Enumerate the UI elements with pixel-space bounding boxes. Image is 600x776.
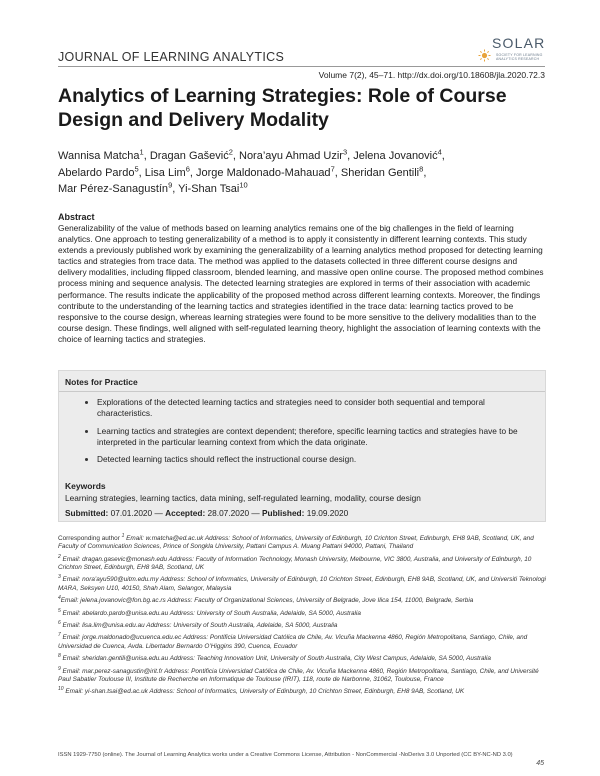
logo-text: SOLAR [492, 35, 546, 51]
author-affiliation-marker: 9 [168, 180, 173, 190]
abstract-text: Generalizability of the value of methods based on learning analytics remains one of the big challenges in the field of learning analytics. One approach to testing generalizability of a method is to apply it consistently in different learning contexts. This study extends a previously published work by examining the generalizability of a learning analytics method proposed for detecting learning tactics and strategies from trace data. The method was applied to the datasets collected in three different course designs and delivery modalities, including flipped classroom, blended learning, and massive open online course. The proposed method combines process mining and sequence analysis. The detected learning strategies are explored in terms of their association with academic performance. The results indicate the applicability of the proposed method across different learning contexts. Moreover, the findings contribute to the understanding of the learning tactics and strategies identified in the trace data: learning tactics proved to be responsive to the course design, whereas learning strategies were found to be more sensitive to the delivery modalities than to the course design. These findings, well aligned with self-regulated learning theory, highlight the association of learning contexts with the choice of learning tactics and strategies. [58, 223, 544, 344]
author-affiliation-marker: 5 [134, 163, 139, 173]
list-item: Learning tactics and strategies are context dependent; therefore, specific learning tactics and strategies have to be interpreted in the particular learning context from which the data originate. [83, 426, 535, 449]
license-text: ISSN 1929-7750 (online). The Journal of Learning Analytics works under a Creative Commons License, Attribution - NonCommercial -NoDerivs 3.0 Unported (CC BY-NC-ND 3.0) [58, 752, 513, 758]
author-affiliation-marker: 6 [185, 163, 190, 173]
sun-icon [478, 49, 491, 62]
author-affiliation-marker: 10 [239, 180, 248, 190]
footnote: $^7$ Email: jorge.maldonado@ucuenca.edu.ec Address: Pontificia Universidad Católica de Chile, Av. Vicuña Mackenna 4860, Región Metropolitana, Santiago, Chile, and Universidad de Cuenca, Avda. Libertador Bernardo O’Higgins 390, Cuenca, Ecuador [58, 632, 528, 650]
author-name: Nora’ayu Ahmad Uzir [239, 150, 343, 162]
footnote: $^6$ Email: lisa.lim@unisa.edu.au Address: University of South Australia, Adelaide, SA 5000, Australia [58, 620, 338, 630]
list-item: Explorations of the detected learning tactics and strategies need to consider both sequential and temporal characteristics. [83, 397, 535, 420]
author-affiliation-marker: 4 [437, 147, 442, 157]
footnote: $^4$Email: jelena.jovanovic@fon.bg.ac.rs Address: Faculty of Organizational Sciences, University of Belgrade, Jove Ilica 154, 11000, Belgrade, Serbia [58, 595, 474, 605]
author-name: Jorge Maldonado-Mahauad [196, 166, 331, 179]
keywords-text: Learning strategies, learning tactics, data mining, self-regulated learning, modality, course design [65, 493, 421, 503]
bullet-icon [85, 458, 88, 461]
notes-heading: Notes for Practice [65, 377, 138, 387]
divider [59, 391, 545, 392]
author-name: Wannisa Matcha [58, 150, 140, 162]
notes-box [58, 370, 546, 522]
footnote: $^9$ Email: mar.perez-sanagustin@irit.fr Address: Pontificia Universidad Católica de Chile, Av. Vicuña Mackenna 4860, Región Metropolitana, Santiago, Chile, and Université Paul Sabatier Toulouse III, Institute de Recherche en Informatique de Toulouse (IRIT), 118, route de Narbonne, 31062, Toulouse, France [58, 665, 539, 683]
article-title: Analytics of Learning Strategies: Role of Course Design and Delivery Modality [58, 85, 507, 131]
author-affiliation-marker: 3 [342, 147, 348, 157]
volume-doi[interactable]: Volume 7(2), 45–71. http://dx.doi.org/10.18608/jla.2020.72.3 [318, 70, 545, 80]
abstract-heading: Abstract [58, 212, 95, 222]
footnotes [58, 532, 546, 698]
author-affiliation-marker: 2 [228, 147, 233, 157]
author-name: Lisa Lim [144, 166, 186, 179]
footnote: $^2$ Email: dragan.gasevic@monash.edu Address: Faculty of Information Technology, Monash University, Melbourne, VIC 3800, Australia, and University of Edinburgh, 10 Crichton Street, Edinburgh, EH8 9AB, Scotland, UK [58, 553, 532, 572]
page-number: 45 [536, 760, 544, 767]
author-name: Sheridan Gentili [340, 166, 420, 179]
author-name: Mar Pérez-Sanagustín [58, 183, 169, 195]
practice-notes-list [83, 397, 535, 471]
submitted-date: 07.01.2020 [110, 508, 153, 518]
author-name: Yi-Shan Tsai [178, 183, 240, 195]
author-affiliation-marker: 7 [330, 163, 335, 173]
author-affiliation-marker: 1 [139, 147, 144, 157]
author-list: Wannisa Matcha$^1$, Dragan Gašević$^2$, Nora’ayu Ahmad Uzir$^3$, Jelena Jovanović$^4$, Abelardo Pardo$^5$, Lisa Lim$^6$, Jorge Maldonado-Mahauad$^7$, Sheridan Gentili$^8$, Mar Pérez-Sanagustín$^9$, Yi-Shan Tsai$^{10}$ [58, 147, 445, 195]
journal-name: JOURNAL OF LEARNING ANALYTICS [58, 50, 285, 64]
author-name: Abelardo Pardo [58, 166, 135, 179]
footnote: Corresponding author $^1$ Email: w.matcha@ed.ac.uk Address: School of Informatics, University of Edinburgh, 10 Crichton Street, Edinburgh, EH8 9AB, Scotland, UK, and Faculty of Communication Sciences, Prince of Songkla University, Pattani Campus A. Muang Pattani 94000, Pattani, Thailand [58, 533, 534, 551]
submitted-label: Submitted: [65, 508, 109, 518]
accepted-date: 28.07.2020 [207, 508, 250, 518]
author-affiliation-marker: 8 [419, 163, 424, 173]
bullet-icon [85, 430, 88, 433]
keywords-heading: Keywords [65, 481, 106, 491]
list-item: Detected learning tactics should reflect the instructional course design. [83, 454, 535, 465]
footnote: $^8$ Email: sheridan.gentili@unisa.edu.au Address: Teaching Innovation Unit, University of South Australia, City West Campus, Adelaide, SA 5000, Australia [58, 653, 491, 663]
footnote: $^3$ Email: nora’ayu590@uitm.edu.my Address: School of Informatics, University of Edinburgh, 10 Crichton Street, Edinburgh, EH8 9AB, Scotland, UK, and Universiti Teknologi MARA, Seksyen U10, 40150, Shah Alam, Selangor, Malaysia [58, 574, 546, 592]
footnote: $^5$ Email: abelardo.pardo@unisa.edu.au Address: University of South Australia, Adelaide, SA 5000, Australia [58, 607, 361, 617]
footnote: $^{10}$ Email: yi-shan.tsai@ed.ac.uk Address: School of Informatics, University of Edinburgh, 10 Crichton Street, Edinburgh, EH8 9AB, Scotland, UK [58, 686, 465, 696]
article-dates: Submitted: 07.01.2020 — Accepted: 28.07.2020 — Published: 19.09.2020 [65, 508, 349, 518]
logo-subtitle: SOCIETY FOR LEARNING ANALYTICS RESEARCH [496, 53, 543, 61]
header-rule [58, 66, 545, 67]
published-label: Published: [261, 508, 305, 518]
author-name: Jelena Jovanović [353, 150, 438, 162]
bullet-icon [85, 401, 88, 404]
solar-logo [478, 34, 548, 70]
accepted-label: Accepted: [165, 508, 206, 518]
published-date: 19.09.2020 [306, 508, 349, 518]
author-name: Dragan Gašević [149, 150, 229, 162]
